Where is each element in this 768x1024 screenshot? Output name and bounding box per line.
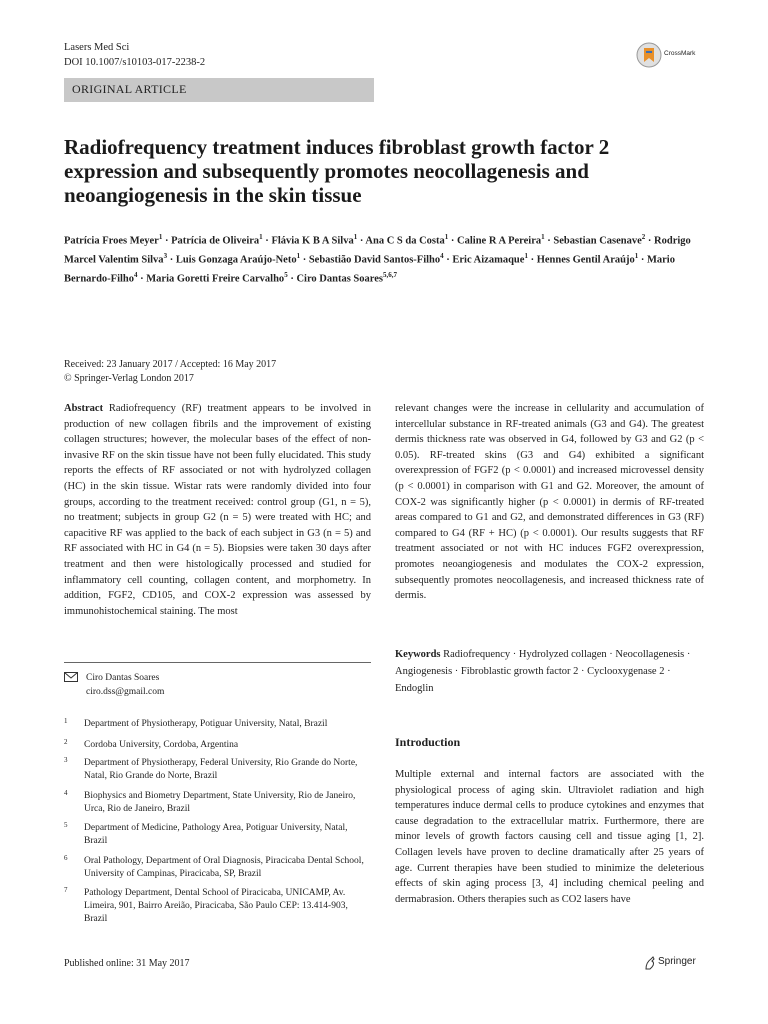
author-affiliation-marker: 1: [296, 252, 301, 260]
publisher-name: Springer: [658, 956, 696, 967]
affiliation-text: Biophysics and Biometry Department, State University, Rio de Janeiro, Urca, Rio de Janeiro, Brazil: [84, 791, 356, 814]
abstract-right: relevant changes were the increase in cellularity and accumulation of intercellular substance in RF-treated animals (G3 and G4). The greatest dermis thickness rate was observed in G4, followed by G3 and G2 (p < 0.05). RF-treated skins (G3 and G4) exhibited a significant overexpression of FGF2 (p < 0.0001) and increased microvessel density (p < 0.0001) in comparison with G1 and G2. Moreover, the amount of COX-2 was significantly higher (p < 0.0001) in dermis of RF-treated areas compared to G1 and G2, and demonstrated differences in G3 (RF) compared to G4 (RF + HC) (p < 0.0001). Our results suggests that RF treatment associated or not with HC induces FGF2 overexpression, promotes neoangiogenesis and modulates the COX-2 expression, subsequently promotes neocollagenesis, and increased thickness rate of dermis.: [395, 403, 704, 602]
author-separator: ·: [527, 254, 537, 266]
author-affiliation-marker: 1: [541, 233, 545, 241]
contact-name: Ciro Dantas Soares: [86, 673, 160, 683]
affiliation-number: 3: [64, 756, 68, 764]
author-separator: ·: [443, 254, 453, 266]
article-dates: [64, 358, 276, 386]
affiliation-text: Department of Physiotherapy, Potiguar University, Natal, Brazil: [84, 719, 328, 729]
author-separator: ·: [357, 235, 366, 247]
article-type-bar: [64, 78, 374, 102]
abstract-label: Abstract: [64, 403, 104, 414]
journal-name: Lasers Med Sci: [64, 42, 130, 53]
envelope-icon: [64, 672, 78, 682]
copyright: © Springer-Verlag London 2017: [64, 373, 194, 384]
published-date: Published online: 31 May 2017: [64, 958, 190, 969]
introduction-heading: Introduction: [395, 735, 461, 749]
author-name[interactable]: Mario Bernardo-Filho: [64, 254, 675, 285]
affiliation-number: 2: [64, 738, 68, 746]
footnote-divider: [64, 662, 371, 663]
author-separator: ·: [638, 254, 647, 266]
author-separator: ·: [645, 235, 655, 247]
affiliation-number: 6: [64, 854, 68, 862]
keywords-text: Radiofrequency · Hydrolyzed collagen · Neocollagenesis · Angiogenesis · Fibroblastic growth factor 2 · Cyclooxygenase 2 · Endoglin: [395, 649, 691, 694]
author-affiliation-marker: 4: [440, 252, 444, 260]
crossmark-label: CrossMark: [664, 50, 696, 57]
publisher-logo: [644, 955, 704, 973]
crossmark-badge[interactable]: [636, 42, 706, 68]
author-affiliation-marker: 1: [158, 233, 163, 241]
doi[interactable]: DOI 10.1007/s10103-017-2238-2: [64, 57, 206, 68]
author-separator: ·: [262, 235, 272, 247]
author-name[interactable]: Ana C S da Costa: [365, 235, 445, 247]
author-name[interactable]: Caline R A Pereira: [457, 235, 542, 247]
author-affiliation-marker: 2: [641, 233, 646, 241]
author-name[interactable]: Maria Goretti Freire Carvalho: [146, 273, 285, 285]
author-affiliation-marker: 1: [634, 252, 639, 260]
affiliation-number: 7: [64, 886, 68, 894]
author-list: [64, 230, 704, 287]
affiliation-number: 4: [64, 789, 68, 797]
author-affiliation-marker: 1: [259, 233, 263, 241]
affiliation-text: Pathology Department, Dental School of Piracicaba, UNICAMP, Av. Limeira, 901, Bairro Areião, Piracicaba, São Paulo CEP: 13.414-903, Brazil: [84, 888, 348, 924]
author-affiliation-marker: 1: [444, 233, 449, 241]
author-separator: ·: [162, 235, 172, 247]
author-affiliation-marker: 5: [284, 271, 288, 279]
author-affiliation-marker: 3: [163, 252, 168, 260]
affiliation-text: Cordoba University, Cordoba, Argentina: [84, 740, 239, 750]
journal-header: [64, 40, 205, 70]
abstract-left: [64, 401, 371, 619]
author-separator: ·: [448, 235, 458, 247]
affiliation-number: 5: [64, 821, 68, 829]
author-name[interactable]: Patrícia de Oliveira: [171, 235, 260, 247]
author-name[interactable]: Ciro Dantas Soares: [296, 273, 383, 285]
article-title: Radiofrequency treatment induces fibroblast growth factor 2 expression and subsequently promotes neocollagenesis and neoangiogenesis in the skin tissue: [64, 135, 610, 207]
springer-horse-icon: [644, 956, 656, 970]
affiliation-text: Oral Pathology, Department of Oral Diagnosis, Piracicaba Dental School, University of Campinas, Piracicaba, SP, Brazil: [84, 856, 364, 879]
keywords: [395, 646, 704, 697]
author-separator: ·: [300, 254, 309, 266]
author-name[interactable]: Sebastian Casenave: [553, 235, 642, 247]
author-name[interactable]: Luis Gonzaga Araújo-Neto: [175, 254, 297, 266]
received-accepted: Received: 23 January 2017 / Accepted: 16 May 2017: [64, 359, 277, 370]
contact-email[interactable]: ciro.dss@gmail.com: [86, 687, 165, 697]
author-name[interactable]: Rodrigo Marcel Valentim Silva: [64, 235, 691, 266]
introduction-text: Multiple external and internal factors are associated with the physiological process of aging skin. Ultraviolet radiation and high temperatures induce dermal cells to produce cytokines and enzymes that cause degradation to the extracellular matrix. Furthermore, there are minor levels of growth factors causing cell and tissue aging [1, 2]. Collagen levels have proven to decline dramatically after 25 years of age. Current therapies have been studied to minimize the deleterious effects of skin aging process [3, 4] including chemical peeling and dermabrasion. Others therapies such as CO2 lasers have: [395, 769, 704, 905]
affiliation-number: 1: [64, 717, 68, 725]
author-name[interactable]: Eric Aizamaque: [452, 254, 525, 266]
author-name[interactable]: Hennes Gentil Araújo: [536, 254, 635, 266]
author-separator: ·: [137, 273, 147, 285]
author-name[interactable]: Flávia K B A Silva: [271, 235, 354, 247]
crossmark-icon: [636, 42, 662, 68]
author-affiliation-marker: 5,6,7: [383, 271, 397, 279]
article-type: ORIGINAL ARTICLE: [72, 82, 187, 96]
author-name[interactable]: Sebastião David Santos-Filho: [308, 254, 441, 266]
author-separator: ·: [167, 254, 176, 266]
abstract-text-left: Radiofrequency (RF) treatment appears to be involved in production of new collagen fibrils and the improvement of existing collagen structures; however, the molecular bases of the effect of non-invasive RF on the skin tissue have not been fully elucidated. This study reports the effects of RF associated or not with hydrolyzed collagen (HC) in the skin tissue. Wistar rats were randomly divided into four groups, according to the treatment received: control group (G1, n = 5), no treatment; subjects in group G2 (n = 5) were treated with HC; and capacitive RF was applied to the back of each subject in G3 (n = 5) and RF associated with HC in G4 (n = 5). Biopsies were taken 30 days after treatment and then were histologically processed and studied for inflammatory cell counting, collagen content, and morphometry. In addition, FGF2, CD105, and COX-2 expression was assessed by immunohistochemical staining. The most: [64, 403, 372, 617]
author-affiliation-marker: 4: [134, 271, 138, 279]
affiliation-text: Department of Medicine, Pathology Area, Potiguar University, Natal, Brazil: [84, 823, 348, 846]
keywords-label: Keywords: [395, 649, 441, 660]
author-affiliation-marker: 1: [524, 252, 528, 260]
author-separator: ·: [287, 273, 297, 285]
author-separator: ·: [544, 235, 554, 247]
affiliation-text: Department of Physiotherapy, Federal University, Rio Grande do Norte, Natal, Rio Grande do Norte, Brazil: [84, 758, 358, 781]
author-name[interactable]: Patrícia Froes Meyer: [64, 235, 159, 247]
author-affiliation-marker: 1: [353, 233, 358, 241]
